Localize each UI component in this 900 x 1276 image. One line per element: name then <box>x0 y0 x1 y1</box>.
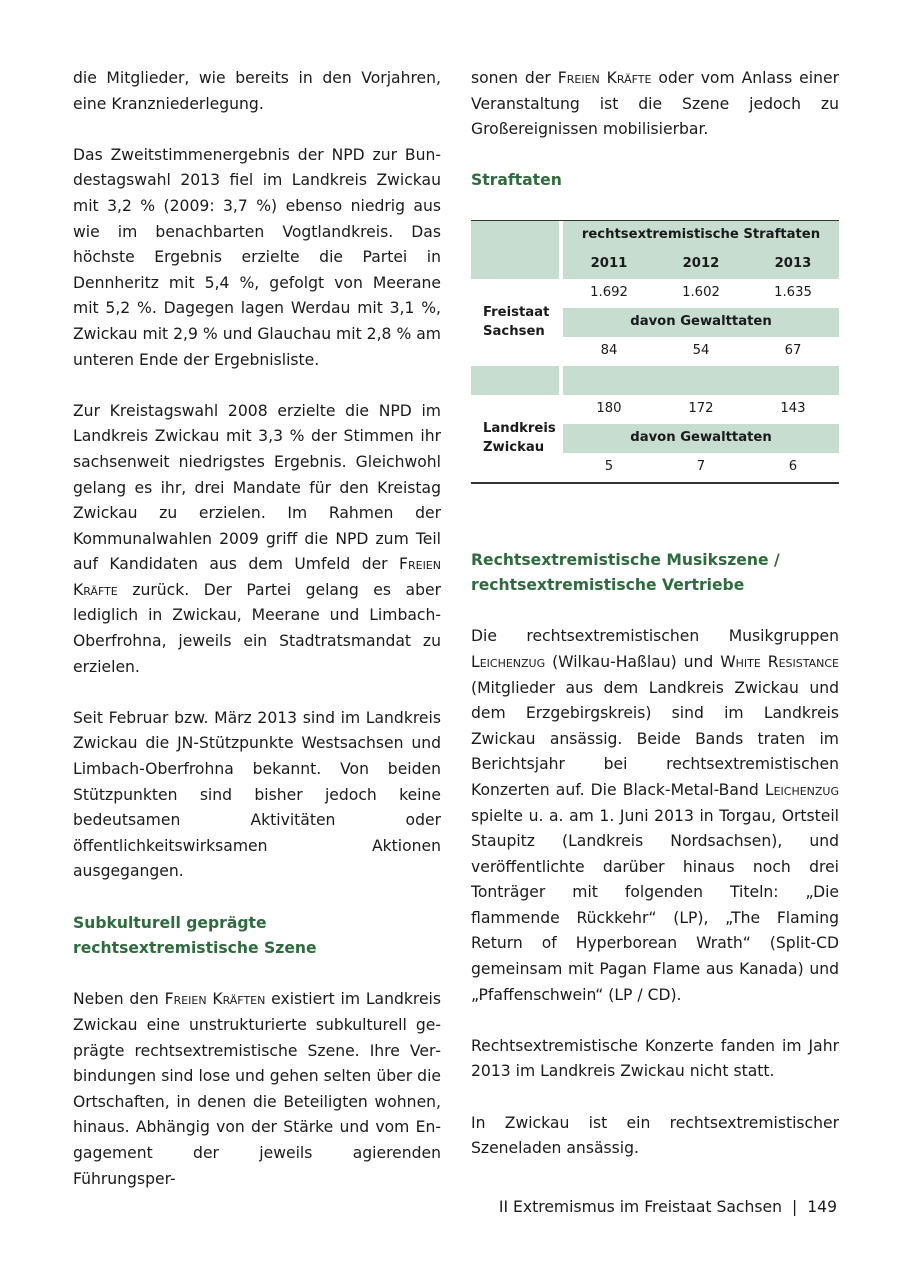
table-cell: 180 <box>596 401 622 417</box>
band-name: Leichenzug <box>471 652 546 671</box>
paragraph-kreistagswahl: Zur Kreistagswahl 2008 erzielte die NPD im Landkreis Zwickau mit 3,3 % der Stimmen ihr sachsenweit niedrigstes Ergebnis. Gleichwohl gelang es ihr, drei Mandate für den Kreistag Zwickau zu erzielen. Im Rahmen der Kommunalwahlen 2009 griff die NPD zum Teil auf Kandidaten aus dem Umfeld der Freien Kräfte zurück. Der Partei gelang es aber lediglich in Zwickau, Meerane und Limbach-Oberfrohna, jeweils ein Stadtratsmandat zu erzielen. <box>73 401 441 676</box>
table-cell: 67 <box>784 343 802 359</box>
page-footer <box>499 1198 837 1216</box>
footer-separator: | <box>791 1198 798 1216</box>
paragraph-mobilisierbar: sonen der Freien Kräfte oder vom Anlass einer Veranstaltung ist die Szene jedoch zu Großereignissen mobilisierbar. <box>471 69 839 139</box>
heading-straftaten: Straftaten <box>471 171 562 190</box>
table-cell: 143 <box>780 401 806 417</box>
row-label-sachsen: Freistaat Sachsen <box>471 279 563 366</box>
footer-section-title: II Extremismus im Freistaat Sachsen <box>498 1198 782 1216</box>
right-column <box>471 66 839 1187</box>
band-name: White Resistance <box>720 652 839 671</box>
subheader-gewalttaten: davon Gewalttaten <box>563 308 839 337</box>
table-header: rechtsextremistische Straftaten <box>563 221 839 250</box>
page-number: 149 <box>807 1198 837 1216</box>
year-2012: 2012 <box>655 250 747 279</box>
paragraph-musikgruppen: Die rechtsextremistischen Musikgruppen Leichenzug (Wilkau-Haßlau) und White Resistance (Mitglieder aus dem Landkreis Zwickau und dem Erzgebirgskreis) sind im Landkreis Zwickau ansässig. Beide Bands traten im Berichtsjahr bei rechtsextremistischen Konzerten auf. Die Black-Metal-Band Leichenzug spielte u. a. am 1. Juni 2013 in Torgau, Ortsteil Staupitz (Landkreis Nordsachsen), und veröffentlichte darüber hinaus noch drei Tonträger mit folgenden Titeln: „Die flammende Rückkehr“ (LP), „The Flaming Return of Hyperborean Wrath“ (Split-CD gemeinsam mit Pagan Flame aus Kanada) und „Pfaffenschwein“ (LP / CD). <box>471 627 839 1004</box>
table-cell: 1.692 <box>590 285 628 301</box>
table-cell: 1.635 <box>774 285 812 301</box>
paragraph-konzerte: Rechtsextremistische Konzerte fanden im Jahr 2013 im Landkreis Zwickau nicht statt. <box>471 1036 839 1081</box>
year-2011: 2011 <box>563 250 655 279</box>
band-name: Leichenzug <box>764 780 839 799</box>
heading-subkulturell: Subkulturell geprägte rechtsextremistische Szene <box>73 913 317 958</box>
paragraph-subkulturelle-szene: Neben den Freien Kräften existiert im Landkreis Zwickau eine unstrukturierte subkulturell geprägte rechtsextremistische Szene. Ihre Verbindungen sind lose und gehen selten über die Ortschaften, in denen die Beteiligten wohnen, hinaus. Abhängig von der Stärke und vom Engagement der jeweils agierenden Führungsper- <box>73 990 441 1188</box>
table-cell: 84 <box>600 343 618 359</box>
left-column <box>73 66 441 1218</box>
subheader-gewalttaten: davon Gewalttaten <box>563 424 839 453</box>
table-spacer <box>471 366 563 395</box>
table-cell: 5 <box>604 459 614 475</box>
paragraph-bundestagswahl: Das Zweitstimmenergebnis der NPD zur Bundestagswahl 2013 fiel im Landkreis Zwickau mit 3,2 % (2009: 3,7 %) ebenso niedrig aus wie im benachbarten Vogtlandkreis. Das höchste Ergebnis erzielte die Partei in Dennheritz mit 5,4 %, gefolgt von Meerane mit 5,2 %. Dagegen lagen Werdau mit 3,1 %, Zwickau mit 2,9 % und Glauchau mit 2,8 % am unteren Ende der Ergebnisliste. <box>73 145 441 369</box>
paragraph-szeneladen: In Zwickau ist ein rechtsextremistischer Szeneladen ansässig. <box>471 1113 839 1158</box>
heading-musikszene: Rechtsextremistische Musikszene / rechtsextremistische Vertriebe <box>471 550 780 595</box>
paragraph-stuetzpunkte: Seit Februar bzw. März 2013 sind im Landkreis Zwickau die JN-Stützpunkte Westsachsen und Limbach-Oberfrohna bekannt. Von beiden Stützpunkten sind bisher jedoch keine bedeutsamen Aktivitäten oder öffentlichkeitswirksamen Aktionen ausgegangen. <box>73 708 441 881</box>
table-cell: 172 <box>688 401 714 417</box>
paragraph-kranzniederlegung: die Mitglieder, wie bereits in den Vorjahren, eine Kranzniederlegung. <box>73 69 441 113</box>
year-2013: 2013 <box>747 250 839 279</box>
table-corner <box>471 221 563 250</box>
table-cell: 1.602 <box>682 285 720 301</box>
table-spacer <box>563 366 839 395</box>
table-cell: 6 <box>788 459 798 475</box>
freie-kraefte-term: Freien Kräfte <box>557 69 652 87</box>
row-label-zwickau: Landkreis Zwickau <box>471 395 563 482</box>
straftaten-table <box>471 220 839 484</box>
freie-kraefte-term: Freien Kräfte <box>73 555 441 599</box>
table-cell: 7 <box>696 459 706 475</box>
table-cell: 54 <box>692 343 710 359</box>
table-corner <box>471 250 563 279</box>
freie-kraefte-term: Freien Kräften <box>164 990 266 1009</box>
